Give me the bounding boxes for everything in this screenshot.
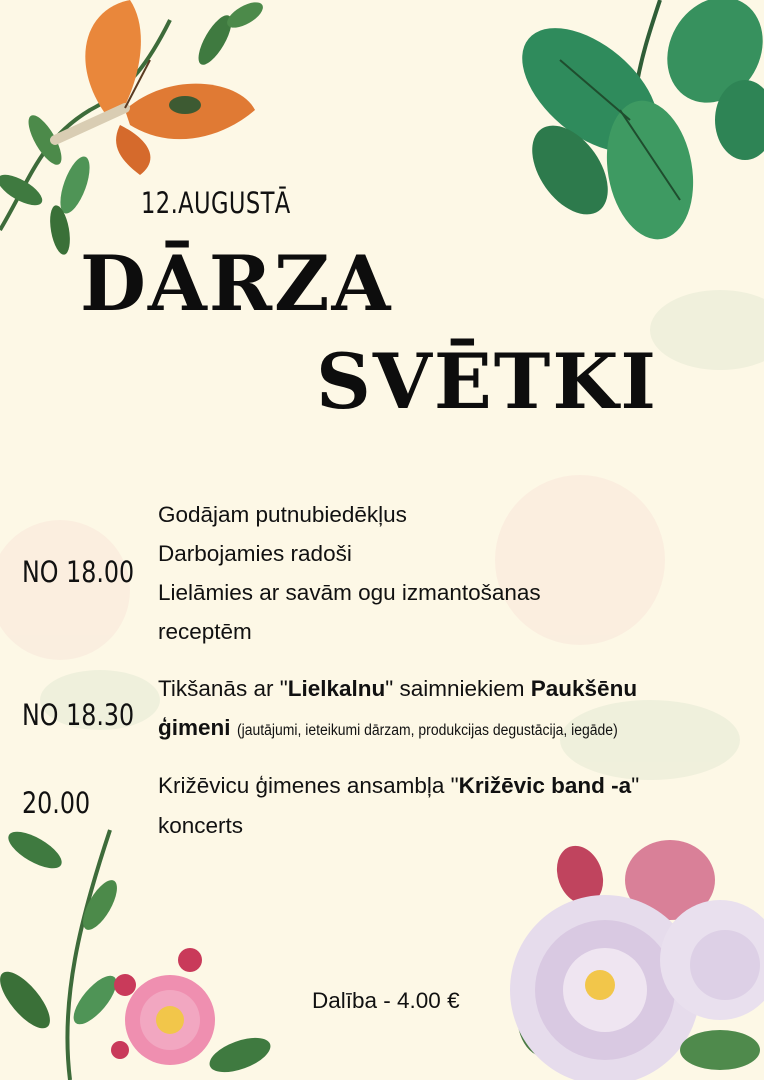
schedule-activity-1-4: receptēm bbox=[158, 619, 252, 644]
schedule-activity-2-1 bbox=[158, 676, 637, 702]
band-name: Križēvic band -a bbox=[458, 773, 632, 798]
schedule-time-3: 20.00 bbox=[22, 786, 91, 820]
schedule-activity-3-1 bbox=[158, 773, 639, 799]
event-title-line1: DĀRZA bbox=[80, 239, 393, 328]
event-date: 12.AUGUSTĀ bbox=[141, 186, 291, 220]
text-part: Križēvicu ģimenes ansambļa " bbox=[158, 773, 459, 798]
farm-name: Lielkalnu bbox=[287, 676, 386, 701]
family-name: Paukšēnu bbox=[530, 676, 638, 701]
top-right-leaves-illustration bbox=[500, 0, 764, 246]
bottom-left-rose-illustration bbox=[0, 825, 275, 1080]
schedule-activity-1-3: Lielāmies ar savām ogu izmantošanas bbox=[158, 580, 541, 605]
family-word: ģimeni bbox=[158, 715, 231, 740]
activity-note: (jautājumi, ieteikumi dārzam, produkcijas degustācija, iegāde) bbox=[236, 722, 618, 739]
schedule-activity-2-2 bbox=[158, 715, 660, 741]
schedule-activity-1-1: Godājam putnubiedēkļus bbox=[158, 502, 407, 527]
participation-price: Dalība - 4.00 € bbox=[312, 988, 460, 1013]
text-part: " saimniekiem bbox=[385, 676, 531, 701]
event-title-line2: SVĒTKI bbox=[316, 337, 658, 426]
text-part: " bbox=[631, 773, 640, 798]
schedule-activity-3-2: koncerts bbox=[158, 813, 244, 838]
text-part: Tikšanās ar " bbox=[158, 676, 288, 701]
schedule-activity-1-2: Darbojamies radoši bbox=[158, 541, 352, 566]
schedule-time-2: NO 18.30 bbox=[22, 698, 135, 732]
schedule-time-1: NO 18.00 bbox=[22, 555, 135, 589]
bottom-right-peony-illustration bbox=[502, 839, 764, 1080]
